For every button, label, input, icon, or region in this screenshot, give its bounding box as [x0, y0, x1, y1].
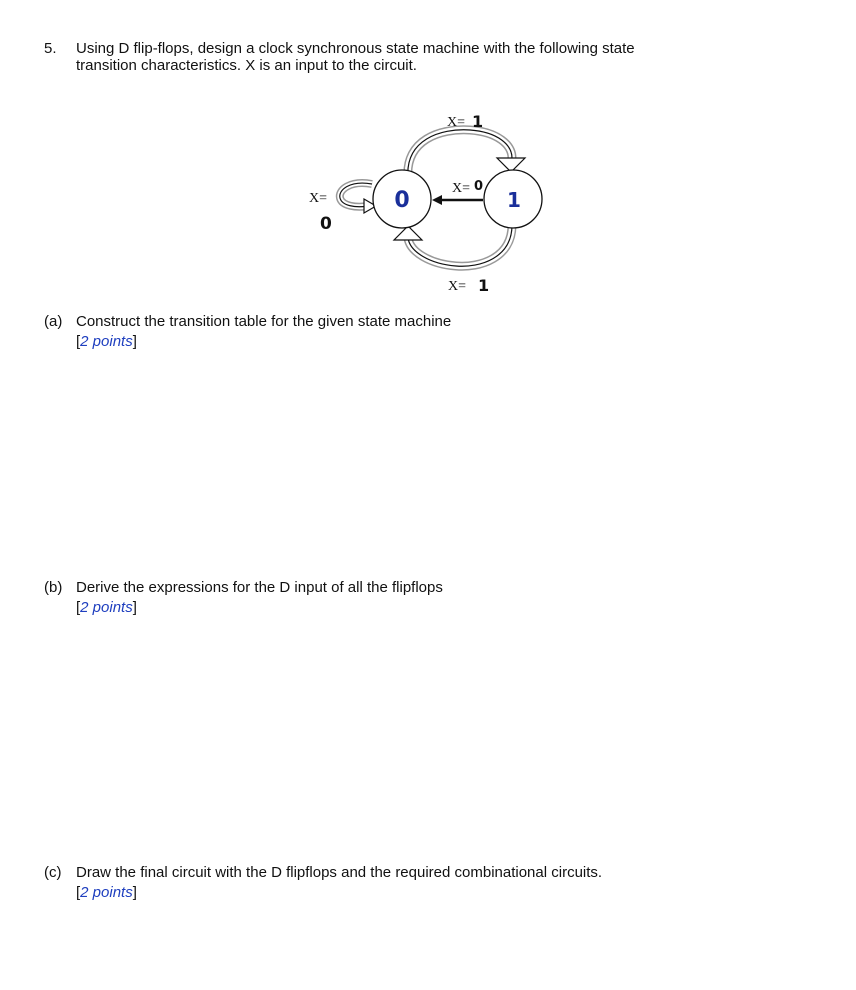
label-self-printed: X=	[309, 191, 328, 206]
part-c-points: [2 points]	[76, 884, 137, 901]
part-b-points: [2 points]	[76, 599, 137, 616]
state-label-1: 1	[507, 188, 521, 212]
question-text-line2: transition characteristics. X is an input to the circuit.	[76, 57, 417, 74]
part-a-label: (a)	[44, 313, 63, 330]
label-bottom-printed: X=	[448, 279, 467, 294]
transition-1-to-0-x0	[432, 195, 483, 205]
label-mid-hand: 0	[474, 179, 484, 194]
part-b-label: (b)	[44, 579, 63, 596]
question-number: 5.	[44, 40, 57, 57]
label-mid-printed: X=	[452, 181, 471, 196]
part-c-text: Draw the final circuit with the D flipflops and the required combinational circuits.	[76, 864, 603, 881]
transition-0-self-loop	[340, 183, 376, 213]
transition-1-to-0-x1	[394, 225, 512, 266]
label-top-hand: 1	[472, 112, 484, 131]
part-a	[0, 313, 856, 353]
part-b	[0, 579, 856, 619]
state-label-0: 0	[394, 188, 410, 213]
part-b-text: Derive the expressions for the D input of all the flipflops	[76, 579, 443, 596]
part-c-label: (c)	[44, 864, 62, 881]
label-self-hand: 0	[320, 214, 332, 234]
label-top-printed: X=	[447, 115, 466, 130]
part-a-text: Construct the transition table for the given state machine	[76, 313, 452, 330]
question-text-line1: Using D flip-flops, design a clock synchronous state machine with the following state	[76, 40, 635, 57]
part-c	[0, 864, 856, 904]
part-a-points: [2 points]	[76, 333, 137, 350]
label-bottom-hand: 1	[478, 276, 490, 295]
